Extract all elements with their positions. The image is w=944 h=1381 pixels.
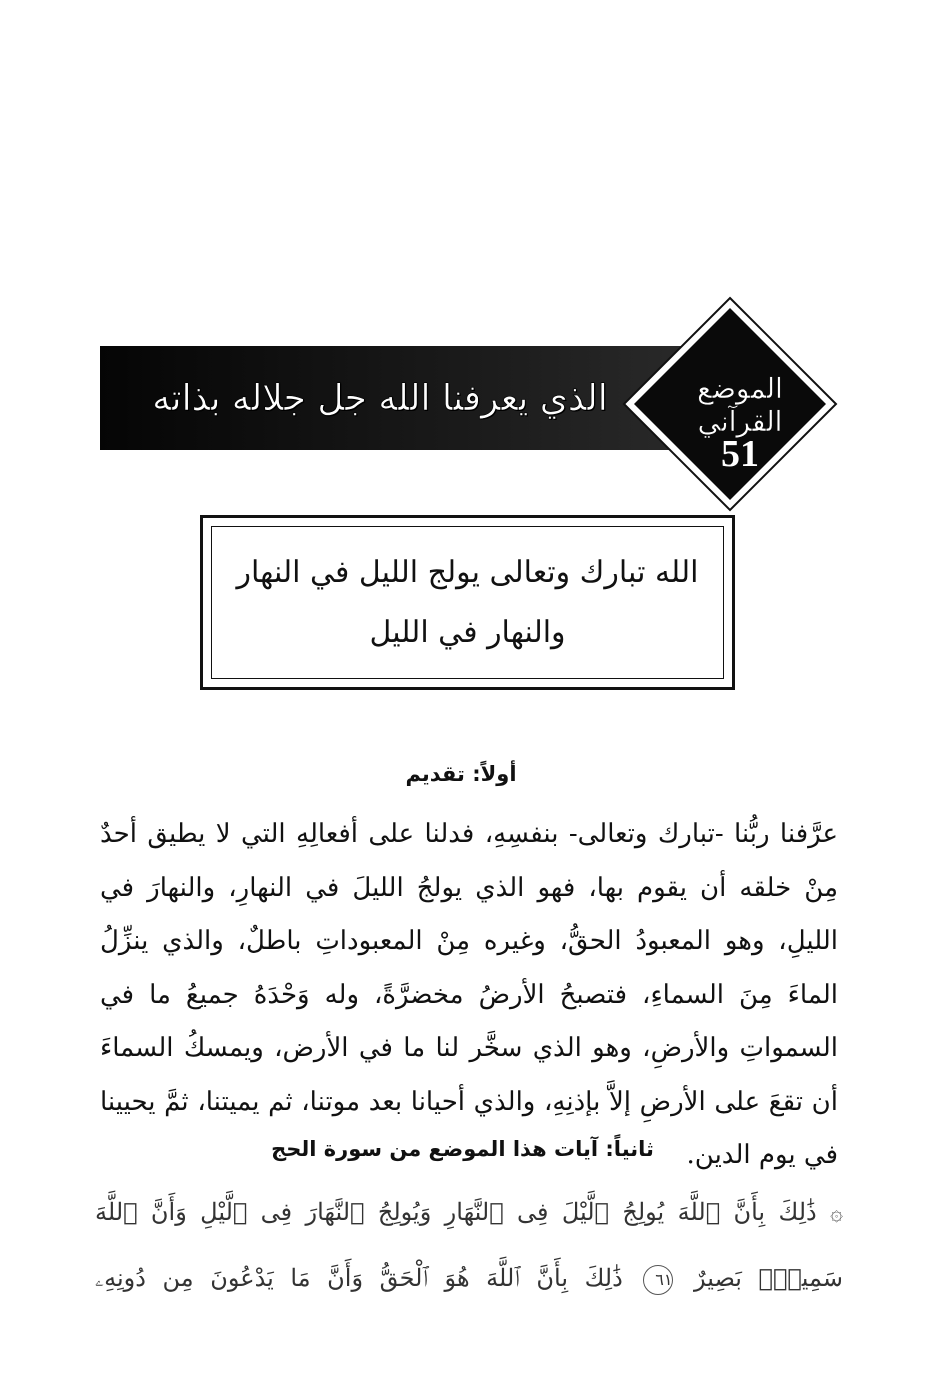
verse-62-text: ذَٰلِكَ بِأَنَّ ٱللَّهَ هُوَ ٱلْحَقُّ وَأَنَّ مَا يَدْعُونَ مِن دُونِهِۦ <box>95 1264 623 1292</box>
topic-box <box>200 515 735 690</box>
topic-line-1: الله تبارك وتعالى يولج الليل في النهار <box>236 554 699 590</box>
topic-box-inner <box>211 526 724 679</box>
section-heading-introduction: أولاً: تقديم <box>405 762 517 786</box>
introduction-paragraph: عرَّفنا ربُّنا -تبارك وتعالى- بنفسِهِ، فدلنا على أفعالِهِ التي لا يطيق أحدٌ مِنْ خلقه أن يقوم بها، فهو الذي يولجُ الليلَ في النهارِ، والنهارَ في الليلِ، وهو المعبودُ الحقُّ، وغيره مِنْ المعبوداتِ باطلٌ، والذي ينزِّلُ الماءَ مِنَ السماءِ، فتصبحُ الأرضُ مخضرَّةً، وله وَحْدَهُ جميعُ ما في السمواتِ والأرضِ، وهو الذي سخَّر لنا ما في الأرض، ويمسكُ السماءَ أن تقعَ على الأرضِ إلاَّ بإذنِهِ، والذي أحيانا بعد موتنا، ثم يميتنا، ثمَّ يحيينا في يوم الدين. <box>100 819 838 1170</box>
hizb-ornament-icon: ۞ <box>830 1201 843 1226</box>
badge-number: 51 <box>721 433 759 475</box>
verse-61-text: ذَٰلِكَ بِأَنَّ ٱللَّهَ يُولِجُ ٱلَّيْلَ فِى ٱلنَّهَارِ وَيُولِجُ ٱلنَّهَارَ فِى ٱلَّيْلِ وَأَنَّ ٱللَّهَ سَمِيعٌۢ بَصِيرٌ <box>95 1198 843 1292</box>
topic-line-2: والنهار في الليل <box>369 614 566 650</box>
banner-title: الذي يعرفنا الله جل جلاله بذاته <box>152 377 608 419</box>
quran-verses <box>95 1180 843 1310</box>
section-heading-verses: ثانياً: آيات هذا الموضع من سورة الحج <box>271 1137 654 1161</box>
badge-label: الموضع القرآني <box>697 372 783 438</box>
ayah-number-marker: ٦١ <box>643 1265 673 1295</box>
